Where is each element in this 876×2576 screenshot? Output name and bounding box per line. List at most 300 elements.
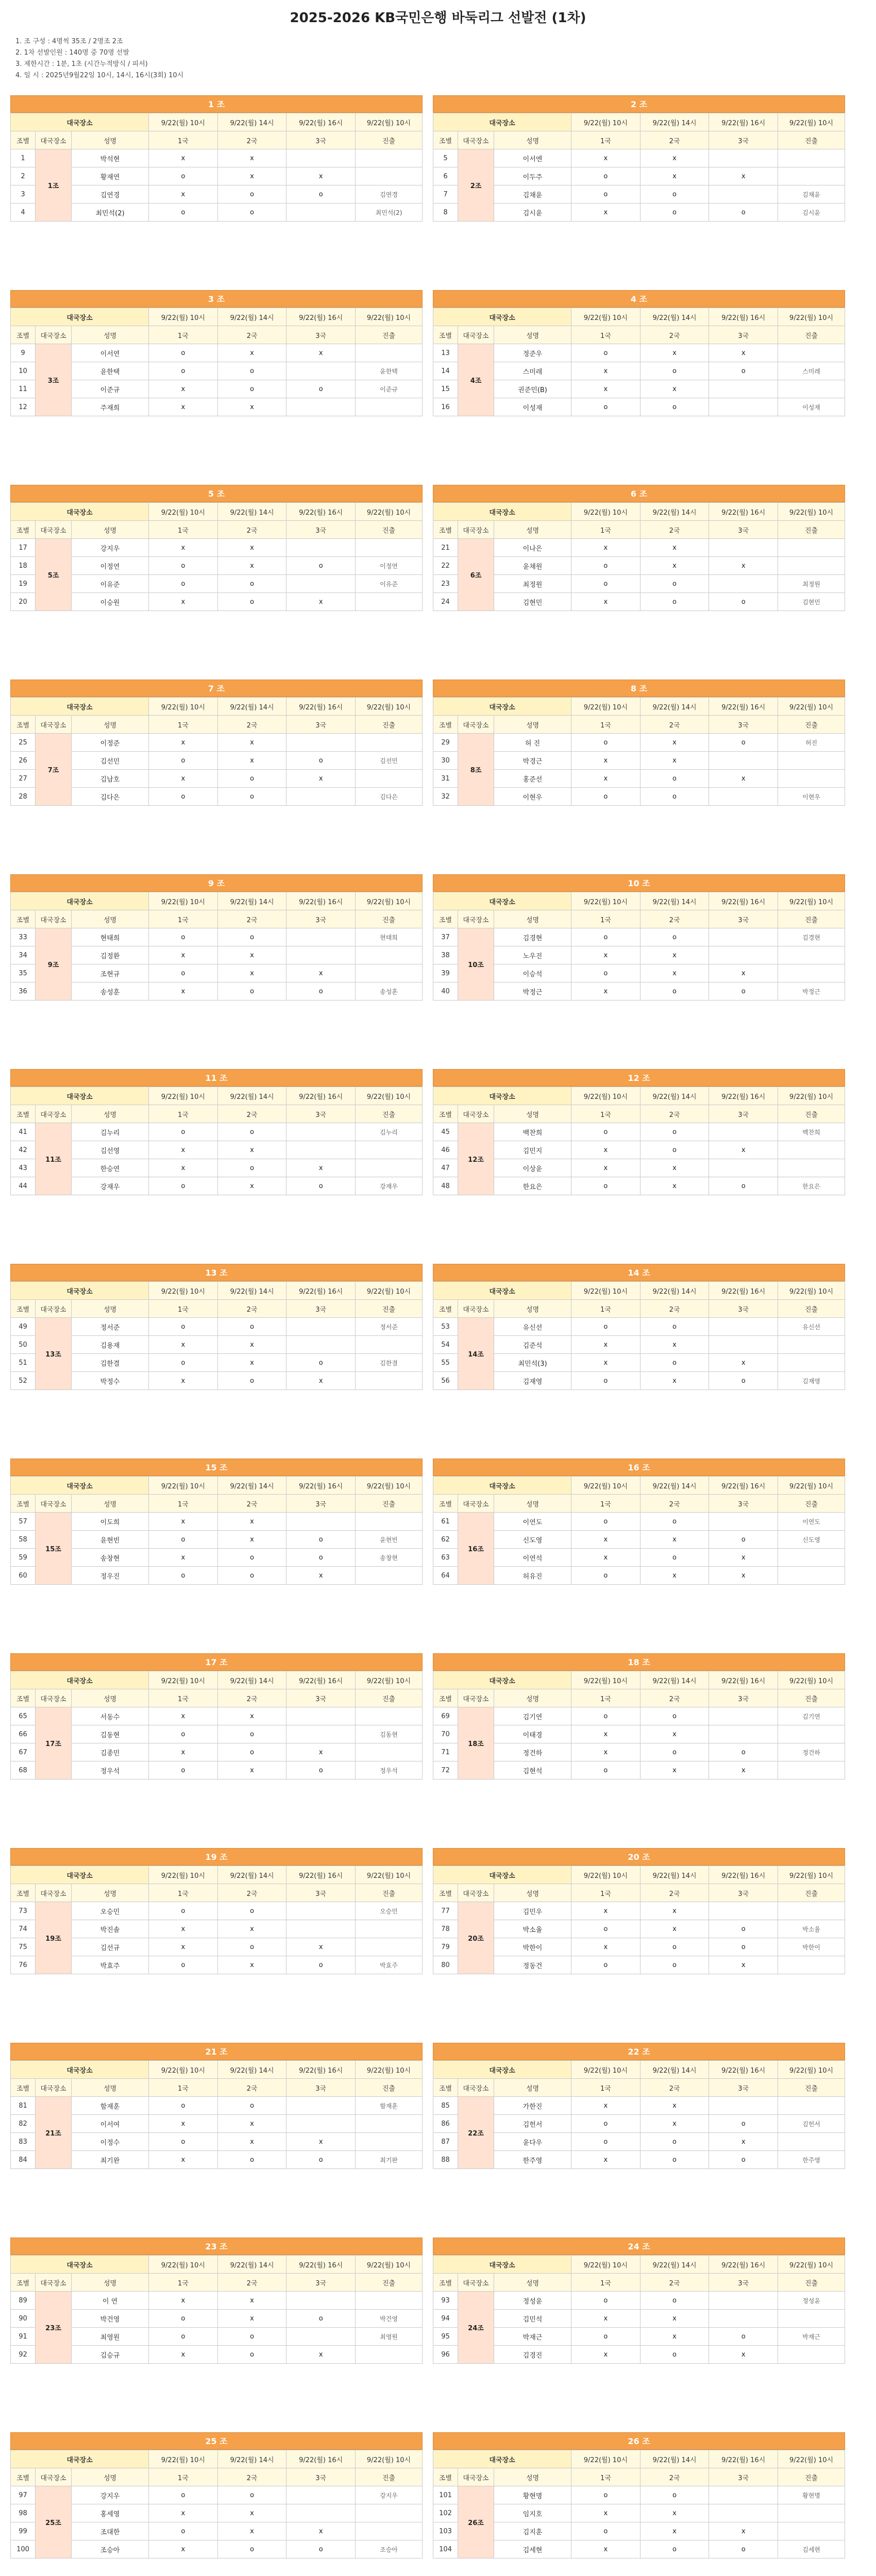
header-time3: 9/22(월) 16시 bbox=[709, 1282, 778, 1300]
cell-round2: o bbox=[217, 1902, 287, 1920]
cell-advance bbox=[778, 2504, 845, 2522]
cell-round2: x bbox=[217, 1141, 287, 1159]
table-row bbox=[11, 344, 423, 362]
cell-round1: o bbox=[571, 1707, 641, 1725]
header-advance: 진출 bbox=[356, 2468, 423, 2486]
cell-number: 34 bbox=[11, 946, 36, 964]
group-title: 3 조 bbox=[10, 290, 423, 308]
header-name: 성명 bbox=[72, 2468, 149, 2486]
cell-round1: o bbox=[149, 344, 218, 362]
group-block bbox=[10, 1459, 423, 1644]
group-title: 9 조 bbox=[10, 874, 423, 892]
cell-group: 3조 bbox=[36, 344, 72, 416]
cell-round2: x bbox=[640, 1372, 709, 1390]
cell-round3 bbox=[709, 1336, 778, 1354]
header-advance: 진출 bbox=[356, 326, 423, 344]
header-seq: 조별 bbox=[433, 326, 458, 344]
header-time3: 9/22(월) 16시 bbox=[709, 308, 778, 326]
cell-round1: x bbox=[149, 2346, 218, 2364]
header-name: 성명 bbox=[72, 716, 149, 734]
cell-number: 50 bbox=[11, 1336, 36, 1354]
header-seq: 조별 bbox=[433, 2274, 458, 2292]
cell-round2: x bbox=[217, 1177, 287, 1195]
cell-round1: o bbox=[571, 788, 641, 806]
cell-advance: 김동현 bbox=[356, 1725, 423, 1743]
cell-advance: 박정근 bbox=[778, 982, 845, 1001]
cell-advance: 김채윤 bbox=[778, 185, 845, 204]
cell-round2: x bbox=[217, 1354, 287, 1372]
header-name: 성명 bbox=[494, 131, 571, 149]
group-table bbox=[433, 1671, 845, 1780]
cell-round1: o bbox=[571, 398, 641, 416]
cell-advance bbox=[778, 2346, 845, 2364]
header-time3: 9/22(월) 16시 bbox=[287, 113, 356, 131]
header-team: 대국장소 bbox=[433, 113, 571, 131]
cell-number: 16 bbox=[433, 398, 458, 416]
cell-name: 김누리 bbox=[72, 1123, 149, 1141]
cell-number: 102 bbox=[433, 2504, 458, 2522]
cell-round2: x bbox=[640, 2115, 709, 2133]
cell-number: 6 bbox=[433, 167, 458, 185]
cell-number: 57 bbox=[11, 1513, 36, 1531]
table-row bbox=[433, 2097, 845, 2115]
cell-round2: x bbox=[640, 1159, 709, 1177]
table-row bbox=[433, 2504, 845, 2522]
cell-name: 조대한 bbox=[72, 2522, 149, 2540]
header-group: 대국장소 bbox=[36, 1495, 72, 1513]
cell-advance: 박효주 bbox=[356, 1956, 423, 1974]
header-time2: 9/22(월) 14시 bbox=[217, 503, 287, 521]
table-row bbox=[11, 982, 423, 1001]
cell-number: 58 bbox=[11, 1531, 36, 1549]
header-team: 대국장소 bbox=[433, 892, 571, 910]
header-advance: 진출 bbox=[778, 2468, 845, 2486]
cell-round3 bbox=[287, 946, 356, 964]
table-row bbox=[11, 1531, 423, 1549]
cell-advance bbox=[356, 344, 423, 362]
header-team: 대국장소 bbox=[11, 698, 149, 716]
header-round3: 3국 bbox=[709, 1300, 778, 1318]
cell-round1: x bbox=[571, 2097, 641, 2115]
cell-round3: x bbox=[287, 770, 356, 788]
cell-round3: x bbox=[287, 1159, 356, 1177]
cell-round2: x bbox=[640, 1761, 709, 1780]
cell-advance bbox=[356, 2504, 423, 2522]
cell-round3 bbox=[709, 380, 778, 398]
cell-name: 한요은 bbox=[494, 1177, 571, 1195]
cell-round2: x bbox=[217, 539, 287, 557]
header-team: 대국장소 bbox=[11, 1866, 149, 1884]
cell-number: 26 bbox=[11, 752, 36, 770]
cell-name: 박진솔 bbox=[72, 1920, 149, 1938]
cell-round1: o bbox=[149, 928, 218, 946]
cell-number: 104 bbox=[433, 2540, 458, 2558]
table-row bbox=[433, 1531, 845, 1549]
cell-round2: o bbox=[640, 2486, 709, 2504]
cell-round1: o bbox=[571, 1567, 641, 1585]
cell-number: 60 bbox=[11, 1567, 36, 1585]
cell-name: 김선규 bbox=[72, 1938, 149, 1956]
cell-round1: x bbox=[149, 149, 218, 167]
cell-round1: x bbox=[571, 1938, 641, 1956]
cell-number: 4 bbox=[11, 204, 36, 222]
header-name: 성명 bbox=[72, 521, 149, 539]
cell-number: 2 bbox=[11, 167, 36, 185]
header-team: 대국장소 bbox=[11, 892, 149, 910]
table-row bbox=[433, 1956, 845, 1974]
cell-name: 송창현 bbox=[72, 1549, 149, 1567]
header-time1-note: 9/22(월) 10시 bbox=[778, 1671, 845, 1689]
table-row bbox=[11, 1318, 423, 1336]
cell-round2: o bbox=[640, 2133, 709, 2151]
header-time2: 9/22(월) 14시 bbox=[640, 2450, 709, 2468]
cell-round3: x bbox=[287, 1567, 356, 1585]
group-title: 20 조 bbox=[433, 1848, 845, 1866]
cell-number: 67 bbox=[11, 1743, 36, 1761]
cell-round2: o bbox=[217, 2151, 287, 2169]
cell-name: 박소율 bbox=[494, 1920, 571, 1938]
header-round3: 3국 bbox=[709, 910, 778, 928]
group-title: 23 조 bbox=[10, 2238, 423, 2255]
table-row bbox=[11, 1513, 423, 1531]
header-group: 대국장소 bbox=[36, 1300, 72, 1318]
header-time1-note: 9/22(월) 10시 bbox=[356, 2256, 423, 2274]
cell-round2: o bbox=[640, 204, 709, 222]
cell-round3: x bbox=[709, 167, 778, 185]
cell-number: 41 bbox=[11, 1123, 36, 1141]
header-time2: 9/22(월) 14시 bbox=[640, 1671, 709, 1689]
header-round2: 2국 bbox=[640, 131, 709, 149]
header-time1: 9/22(월) 10시 bbox=[149, 2061, 218, 2079]
header-name: 성명 bbox=[494, 2274, 571, 2292]
header-round2: 2국 bbox=[640, 716, 709, 734]
cell-advance: 최정원 bbox=[778, 575, 845, 593]
header-team: 대국장소 bbox=[433, 1477, 571, 1495]
cell-number: 70 bbox=[433, 1725, 458, 1743]
header-name: 성명 bbox=[72, 2274, 149, 2292]
cell-name: 김연경 bbox=[72, 185, 149, 204]
cell-round3: x bbox=[709, 344, 778, 362]
group-block bbox=[433, 680, 845, 865]
cell-round2: x bbox=[217, 1707, 287, 1725]
cell-name: 이도희 bbox=[72, 1513, 149, 1531]
table-row bbox=[11, 964, 423, 982]
header-seq: 조별 bbox=[433, 131, 458, 149]
cell-round1: o bbox=[149, 752, 218, 770]
cell-round2: x bbox=[640, 1531, 709, 1549]
header-team: 대국장소 bbox=[433, 2450, 571, 2468]
header-round1: 1국 bbox=[149, 910, 218, 928]
cell-advance bbox=[356, 2346, 423, 2364]
cell-name: 김지훈 bbox=[494, 2522, 571, 2540]
header-round1: 1국 bbox=[149, 1300, 218, 1318]
cell-name: 김민우 bbox=[494, 1902, 571, 1920]
table-row bbox=[433, 557, 845, 575]
cell-round3 bbox=[287, 1707, 356, 1725]
header-round1: 1국 bbox=[571, 1300, 641, 1318]
group-table bbox=[433, 1087, 845, 1195]
cell-name: 현태희 bbox=[72, 928, 149, 946]
header-advance: 진출 bbox=[778, 1300, 845, 1318]
cell-number: 36 bbox=[11, 982, 36, 1001]
cell-name: 이 연 bbox=[72, 2292, 149, 2310]
cell-advance: 김재영 bbox=[778, 1372, 845, 1390]
cell-name: 윤한택 bbox=[72, 362, 149, 380]
table-row bbox=[11, 1123, 423, 1141]
cell-number: 85 bbox=[433, 2097, 458, 2115]
header-seq: 조별 bbox=[433, 1689, 458, 1707]
cell-round3: x bbox=[287, 964, 356, 982]
group-title: 5 조 bbox=[10, 485, 423, 502]
table-row bbox=[11, 362, 423, 380]
cell-round2: o bbox=[217, 2097, 287, 2115]
header-round3: 3국 bbox=[709, 2079, 778, 2097]
cell-advance: 김누리 bbox=[356, 1123, 423, 1141]
cell-number: 53 bbox=[433, 1318, 458, 1336]
header-group: 대국장소 bbox=[458, 910, 494, 928]
cell-round2: x bbox=[217, 1336, 287, 1354]
header-seq: 조별 bbox=[11, 1689, 36, 1707]
table-row bbox=[433, 1567, 845, 1585]
cell-number: 11 bbox=[11, 380, 36, 398]
cell-round2: x bbox=[640, 2310, 709, 2328]
cell-round3: o bbox=[287, 982, 356, 1001]
cell-round3 bbox=[709, 1318, 778, 1336]
group-table bbox=[433, 308, 845, 416]
cell-round3: x bbox=[287, 1372, 356, 1390]
header-round3: 3국 bbox=[709, 326, 778, 344]
cell-name: 노우진 bbox=[494, 946, 571, 964]
header-round1: 1국 bbox=[149, 326, 218, 344]
header-time2: 9/22(월) 14시 bbox=[640, 113, 709, 131]
cell-round2: o bbox=[217, 185, 287, 204]
header-seq: 조별 bbox=[11, 521, 36, 539]
cell-group: 14조 bbox=[458, 1318, 494, 1390]
header-group: 대국장소 bbox=[36, 521, 72, 539]
cell-round1: o bbox=[571, 1318, 641, 1336]
cell-round3 bbox=[709, 398, 778, 416]
table-row bbox=[433, 539, 845, 557]
group-table bbox=[10, 1476, 423, 1585]
cell-round3 bbox=[287, 2328, 356, 2346]
cell-round1: x bbox=[149, 398, 218, 416]
cell-number: 15 bbox=[433, 380, 458, 398]
cell-advance bbox=[356, 1920, 423, 1938]
cell-advance bbox=[778, 2310, 845, 2328]
header-time1-note: 9/22(월) 10시 bbox=[356, 2450, 423, 2468]
table-row bbox=[433, 788, 845, 806]
header-time2: 9/22(월) 14시 bbox=[217, 1477, 287, 1495]
header-advance: 진출 bbox=[356, 2079, 423, 2097]
cell-round2: o bbox=[217, 1725, 287, 1743]
header-time2: 9/22(월) 14시 bbox=[217, 1866, 287, 1884]
header-advance: 진출 bbox=[356, 2274, 423, 2292]
group-title: 21 조 bbox=[10, 2043, 423, 2060]
group-table bbox=[10, 113, 423, 222]
header-advance: 진출 bbox=[778, 716, 845, 734]
cell-round3: x bbox=[709, 2133, 778, 2151]
group-title: 4 조 bbox=[433, 290, 845, 308]
cell-round1: x bbox=[571, 2310, 641, 2328]
cell-round3: o bbox=[287, 380, 356, 398]
header-time3: 9/22(월) 16시 bbox=[709, 1087, 778, 1105]
cell-number: 94 bbox=[433, 2310, 458, 2328]
cell-round3: o bbox=[287, 2540, 356, 2558]
cell-advance bbox=[778, 344, 845, 362]
cell-round2: o bbox=[640, 398, 709, 416]
header-round1: 1국 bbox=[571, 1495, 641, 1513]
group-block bbox=[10, 95, 423, 281]
cell-name: 김재영 bbox=[494, 1372, 571, 1390]
cell-round1: x bbox=[571, 539, 641, 557]
cell-round3: x bbox=[709, 1567, 778, 1585]
group-table bbox=[433, 697, 845, 806]
header-time1-note: 9/22(월) 10시 bbox=[778, 698, 845, 716]
cell-round2: x bbox=[640, 344, 709, 362]
group-title: 2 조 bbox=[433, 95, 845, 113]
cell-advance: 김기연 bbox=[778, 1707, 845, 1725]
cell-number: 71 bbox=[433, 1743, 458, 1761]
header-time1: 9/22(월) 10시 bbox=[571, 503, 641, 521]
header-round1: 1국 bbox=[149, 1689, 218, 1707]
header-name: 성명 bbox=[72, 1884, 149, 1902]
header-round1: 1국 bbox=[571, 1105, 641, 1123]
cell-round2: o bbox=[640, 1123, 709, 1141]
cell-round3 bbox=[709, 928, 778, 946]
cell-round1: x bbox=[571, 204, 641, 222]
header-time1-note: 9/22(월) 10시 bbox=[356, 113, 423, 131]
cell-name: 김경진 bbox=[494, 2346, 571, 2364]
header-time2: 9/22(월) 14시 bbox=[640, 698, 709, 716]
cell-name: 김다은 bbox=[72, 788, 149, 806]
header-round1: 1국 bbox=[149, 716, 218, 734]
cell-round1: o bbox=[149, 557, 218, 575]
cell-advance: 오승민 bbox=[356, 1902, 423, 1920]
header-round3: 3국 bbox=[709, 1884, 778, 1902]
cell-round2: x bbox=[640, 964, 709, 982]
group-block bbox=[433, 1264, 845, 1449]
cell-round3: o bbox=[287, 1354, 356, 1372]
cell-round1: o bbox=[149, 1761, 218, 1780]
group-table bbox=[433, 2060, 845, 2169]
cell-round1: x bbox=[571, 752, 641, 770]
header-time3: 9/22(월) 16시 bbox=[287, 2061, 356, 2079]
cell-name: 이연도 bbox=[494, 1513, 571, 1531]
cell-advance: 이유준 bbox=[356, 575, 423, 593]
header-time1: 9/22(월) 10시 bbox=[571, 1671, 641, 1689]
cell-round1: x bbox=[571, 1531, 641, 1549]
cell-round2: o bbox=[640, 1938, 709, 1956]
cell-group: 5조 bbox=[36, 539, 72, 611]
table-row bbox=[433, 2540, 845, 2558]
table-row bbox=[11, 770, 423, 788]
cell-round3: x bbox=[709, 964, 778, 982]
cell-name: 정준우 bbox=[494, 344, 571, 362]
cell-advance: 윤현빈 bbox=[356, 1531, 423, 1549]
group-table bbox=[433, 2255, 845, 2364]
header-time1: 9/22(월) 10시 bbox=[149, 503, 218, 521]
cell-advance: 최영원 bbox=[356, 2328, 423, 2346]
header-group: 대국장소 bbox=[458, 1105, 494, 1123]
header-time1: 9/22(월) 10시 bbox=[571, 892, 641, 910]
header-name: 성명 bbox=[72, 131, 149, 149]
cell-name: 황재연 bbox=[72, 167, 149, 185]
cell-number: 18 bbox=[11, 557, 36, 575]
cell-round1: o bbox=[571, 557, 641, 575]
header-advance: 진출 bbox=[778, 521, 845, 539]
cell-name: 정서준 bbox=[72, 1318, 149, 1336]
cell-round1: x bbox=[571, 1354, 641, 1372]
group-table bbox=[10, 2060, 423, 2169]
cell-group: 26조 bbox=[458, 2486, 494, 2558]
cell-number: 12 bbox=[11, 398, 36, 416]
cell-advance bbox=[356, 1372, 423, 1390]
header-group: 대국장소 bbox=[36, 1884, 72, 1902]
cell-advance: 박한이 bbox=[778, 1938, 845, 1956]
header-round1: 1국 bbox=[571, 326, 641, 344]
header-team: 대국장소 bbox=[11, 1671, 149, 1689]
table-row bbox=[11, 2522, 423, 2540]
group-title: 14 조 bbox=[433, 1264, 845, 1281]
cell-name: 신도영 bbox=[494, 1531, 571, 1549]
cell-round2: o bbox=[217, 1372, 287, 1390]
table-row bbox=[433, 1177, 845, 1195]
header-round2: 2국 bbox=[640, 2079, 709, 2097]
header-group: 대국장소 bbox=[458, 326, 494, 344]
header-team: 대국장소 bbox=[11, 1282, 149, 1300]
group-block bbox=[10, 874, 423, 1060]
cell-round1: x bbox=[149, 2504, 218, 2522]
cell-number: 75 bbox=[11, 1938, 36, 1956]
group-table bbox=[10, 697, 423, 806]
cell-advance bbox=[778, 1336, 845, 1354]
cell-name: 이승원 bbox=[72, 593, 149, 611]
cell-advance: 김다은 bbox=[356, 788, 423, 806]
table-row bbox=[11, 2292, 423, 2310]
table-row bbox=[11, 946, 423, 964]
cell-advance bbox=[778, 770, 845, 788]
table-row bbox=[433, 362, 845, 380]
table-row bbox=[11, 2328, 423, 2346]
group-title: 10 조 bbox=[433, 874, 845, 892]
header-name: 성명 bbox=[72, 1495, 149, 1513]
cell-round3: o bbox=[709, 362, 778, 380]
header-round2: 2국 bbox=[217, 716, 287, 734]
cell-round3 bbox=[709, 575, 778, 593]
cell-group: 9조 bbox=[36, 928, 72, 1001]
cell-advance bbox=[356, 2522, 423, 2540]
cell-name: 박경근 bbox=[494, 752, 571, 770]
cell-round2: o bbox=[217, 575, 287, 593]
cell-round2: o bbox=[217, 362, 287, 380]
header-time3: 9/22(월) 16시 bbox=[287, 503, 356, 521]
cell-number: 8 bbox=[433, 204, 458, 222]
group-table bbox=[433, 2450, 845, 2558]
cell-round1: x bbox=[149, 1513, 218, 1531]
cell-group: 10조 bbox=[458, 928, 494, 1001]
header-round2: 2국 bbox=[217, 910, 287, 928]
cell-round2: x bbox=[640, 1336, 709, 1354]
group-block bbox=[10, 1848, 423, 2033]
cell-name: 최영원 bbox=[72, 2328, 149, 2346]
header-round3: 3국 bbox=[287, 910, 356, 928]
header-round2: 2국 bbox=[640, 521, 709, 539]
cell-number: 42 bbox=[11, 1141, 36, 1159]
header-advance: 진출 bbox=[778, 1689, 845, 1707]
cell-round1: x bbox=[149, 982, 218, 1001]
cell-round3: x bbox=[287, 1938, 356, 1956]
header-group: 대국장소 bbox=[36, 1105, 72, 1123]
